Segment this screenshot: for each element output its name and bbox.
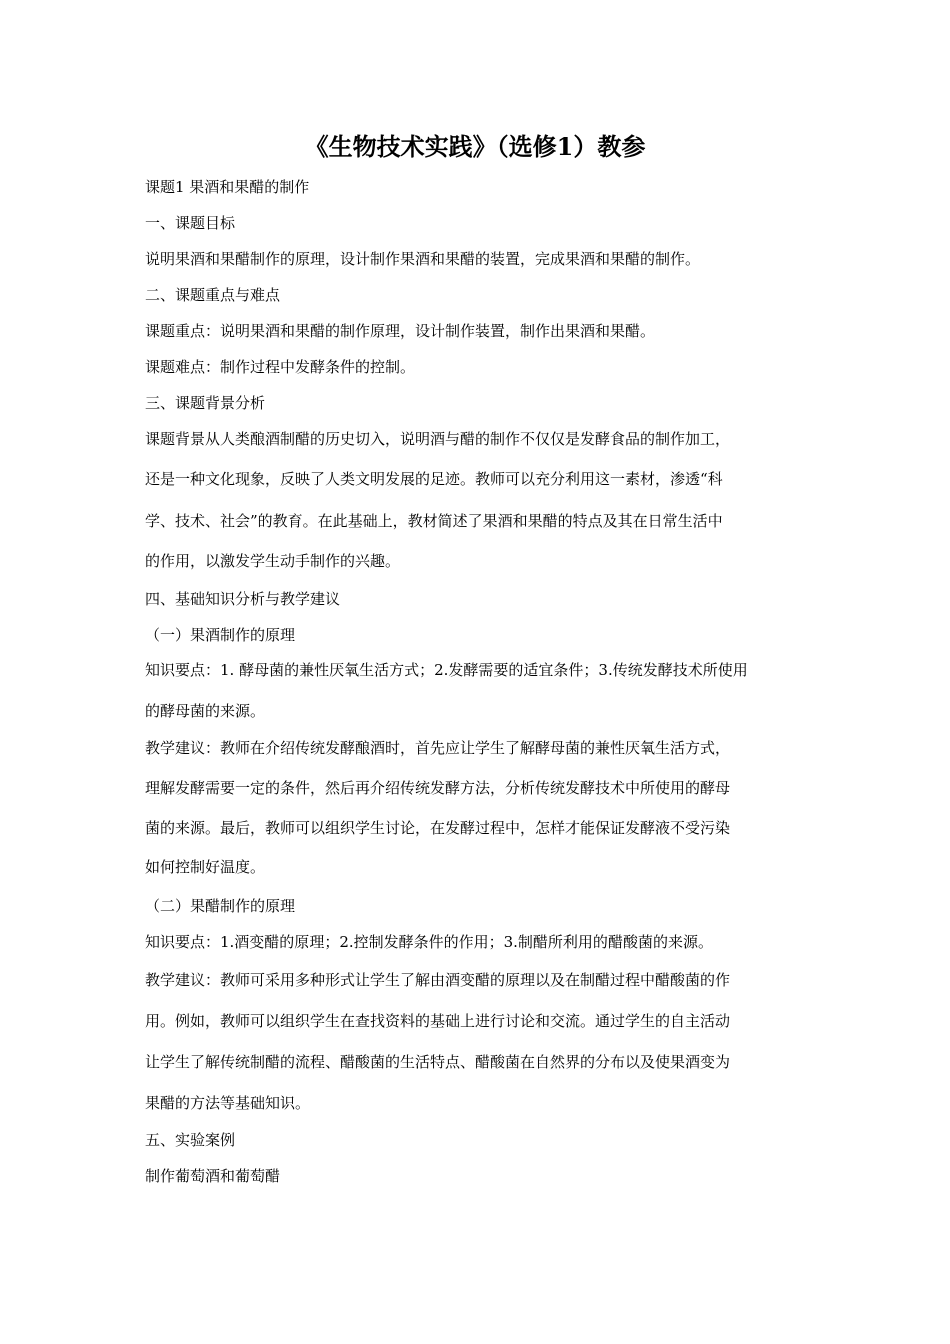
section-heading: 三、课题背景分析	[145, 394, 266, 412]
paragraph-line: 知识要点：1. 酵母菌的兼性厌氧生活方式；2.发酵需要的适宜条件；3.传统发酵技术所使用	[145, 661, 748, 679]
paragraph-line: 果醋的方法等基础知识。	[145, 1094, 311, 1112]
document-title: 《生物技术实践》（选修1）教参	[304, 132, 646, 161]
paragraph-line: 说明果酒和果醋制作的原理，设计制作果酒和果醋的装置，完成果酒和果醋的制作。	[145, 250, 701, 268]
paragraph-line: 的作用，以激发学生动手制作的兴趣。	[145, 552, 401, 570]
paragraph-line: 课题难点：制作过程中发酵条件的控制。	[145, 358, 416, 376]
section-heading: 二、课题重点与难点	[145, 286, 281, 304]
paragraph-line: 的酵母菌的来源。	[145, 702, 266, 720]
topic-heading: 课题1 果酒和果醋的制作	[145, 178, 310, 196]
paragraph-line: 如何控制好温度。	[145, 858, 266, 876]
paragraph-line: 用。例如，教师可以组织学生在查找资料的基础上进行讨论和交流。通过学生的自主活动	[145, 1012, 731, 1030]
paragraph-line: 菌的来源。最后，教师可以组织学生讨论，在发酵过程中，怎样才能保证发酵液不受污染	[145, 819, 731, 837]
paragraph-line: 教学建议：教师在介绍传统发酵酿酒时，首先应让学生了解酵母菌的兼性厌氧生活方式，	[145, 739, 731, 757]
subsection-heading: （一）果酒制作的原理	[145, 626, 296, 644]
section-heading: 四、基础知识分析与教学建议	[145, 590, 341, 608]
paragraph-line: 学、技术、社会”的教育。在此基础上，教材简述了果酒和果醋的特点及其在日常生活中	[145, 512, 723, 530]
paragraph-line: 理解发酵需要一定的条件，然后再介绍传统发酵方法，分析传统发酵技术中所使用的酵母	[145, 779, 731, 797]
section-heading: 一、课题目标	[145, 214, 236, 232]
paragraph-line: 课题背景从人类酿酒制醋的历史切入，说明酒与醋的制作不仅仅是发酵食品的制作加工，	[145, 430, 731, 448]
subsection-heading: （二）果醋制作的原理	[145, 897, 296, 915]
section-heading: 五、实验案例	[145, 1131, 236, 1149]
paragraph-line: 课题重点：说明果酒和果醋的制作原理，设计制作装置，制作出果酒和果醋。	[145, 322, 656, 340]
paragraph-line: 制作葡萄酒和葡萄醋	[145, 1167, 281, 1185]
paragraph-line: 教学建议：教师可采用多种形式让学生了解由酒变醋的原理以及在制醋过程中醋酸菌的作	[145, 971, 731, 989]
paragraph-line: 还是一种文化现象，反映了人类文明发展的足迹。教师可以充分利用这一素材，渗透“科	[145, 470, 723, 488]
paragraph-line: 知识要点：1.酒变醋的原理；2.控制发酵条件的作用；3.制醋所利用的醋酸菌的来源。	[145, 933, 713, 951]
paragraph-line: 让学生了解传统制醋的流程、醋酸菌的生活特点、醋酸菌在自然界的分布以及使果酒变为	[145, 1053, 731, 1071]
